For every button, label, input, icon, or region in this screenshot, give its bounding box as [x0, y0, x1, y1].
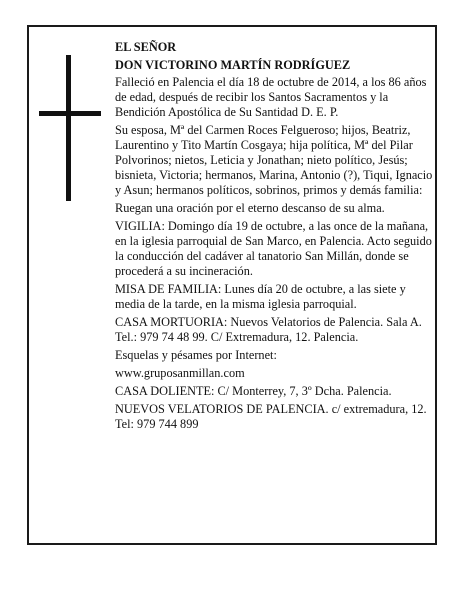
family-list: Su esposa, Mª del Carmen Roces Felgueroso; hijos, Beatriz, Laurentino y Tito Martín Cosgaya; hija política, Mª del Pilar Polvorinos; nietos, Leticia y Jonathan; nieto político, Jesús; bisnieta, Victoria; hermanos, Marina, Antonio (?), Tiqui, Ignacio y Asun; hermanos políticos, sobrinos, primos y demás familia: [115, 123, 433, 197]
notice-title: EL SEÑOR [115, 40, 177, 54]
condolences-website: www.gruposanmillan.com [115, 366, 245, 380]
cross-horizontal-bar [39, 111, 101, 116]
deceased-name: DON VICTORINO MARTÍN RODRÍGUEZ [115, 58, 351, 72]
family-mass-info: MISA DE FAMILIA: Lunes día 20 de octubre, a las siete y media de la tarde, en la misma iglesia parroquial. [115, 282, 406, 311]
family-home-info: CASA DOLIENTE: C/ Monterrey, 7, 3º Dcha. Palencia. [115, 384, 392, 398]
funeral-home-info: CASA MORTUORIA: Nuevos Velatorios de Palencia. Sala A. Tel.: 979 74 48 99. C/ Extremadura, 12. Palencia. [115, 315, 422, 344]
vigil-info: VIGILIA: Domingo día 19 de octubre, a las once de la mañana, en la iglesia parroquial de San Marco, en Palencia. Acto seguido la conducción del cadáver al tanatorio San Millán, donde se procederá a su incineración. [115, 219, 432, 278]
notice-text [115, 40, 433, 435]
online-condolences-label: Esquelas y pésames por Internet: [115, 348, 277, 362]
cross-vertical-bar [66, 55, 71, 201]
obituary-notice [27, 25, 437, 545]
death-announcement: Falleció en Palencia el día 18 de octubre de 2014, a los 86 años de edad, después de recibir los Santos Sacramentos y la Bendición Apostólica de Su Santidad D. E. P. [115, 75, 427, 119]
cross-icon [39, 55, 101, 205]
prayer-request: Ruegan una oración por el eterno descanso de su alma. [115, 201, 385, 215]
velatorios-contact: NUEVOS VELATORIOS DE PALENCIA. c/ extremadura, 12. Tel: 979 744 899 [115, 402, 427, 431]
